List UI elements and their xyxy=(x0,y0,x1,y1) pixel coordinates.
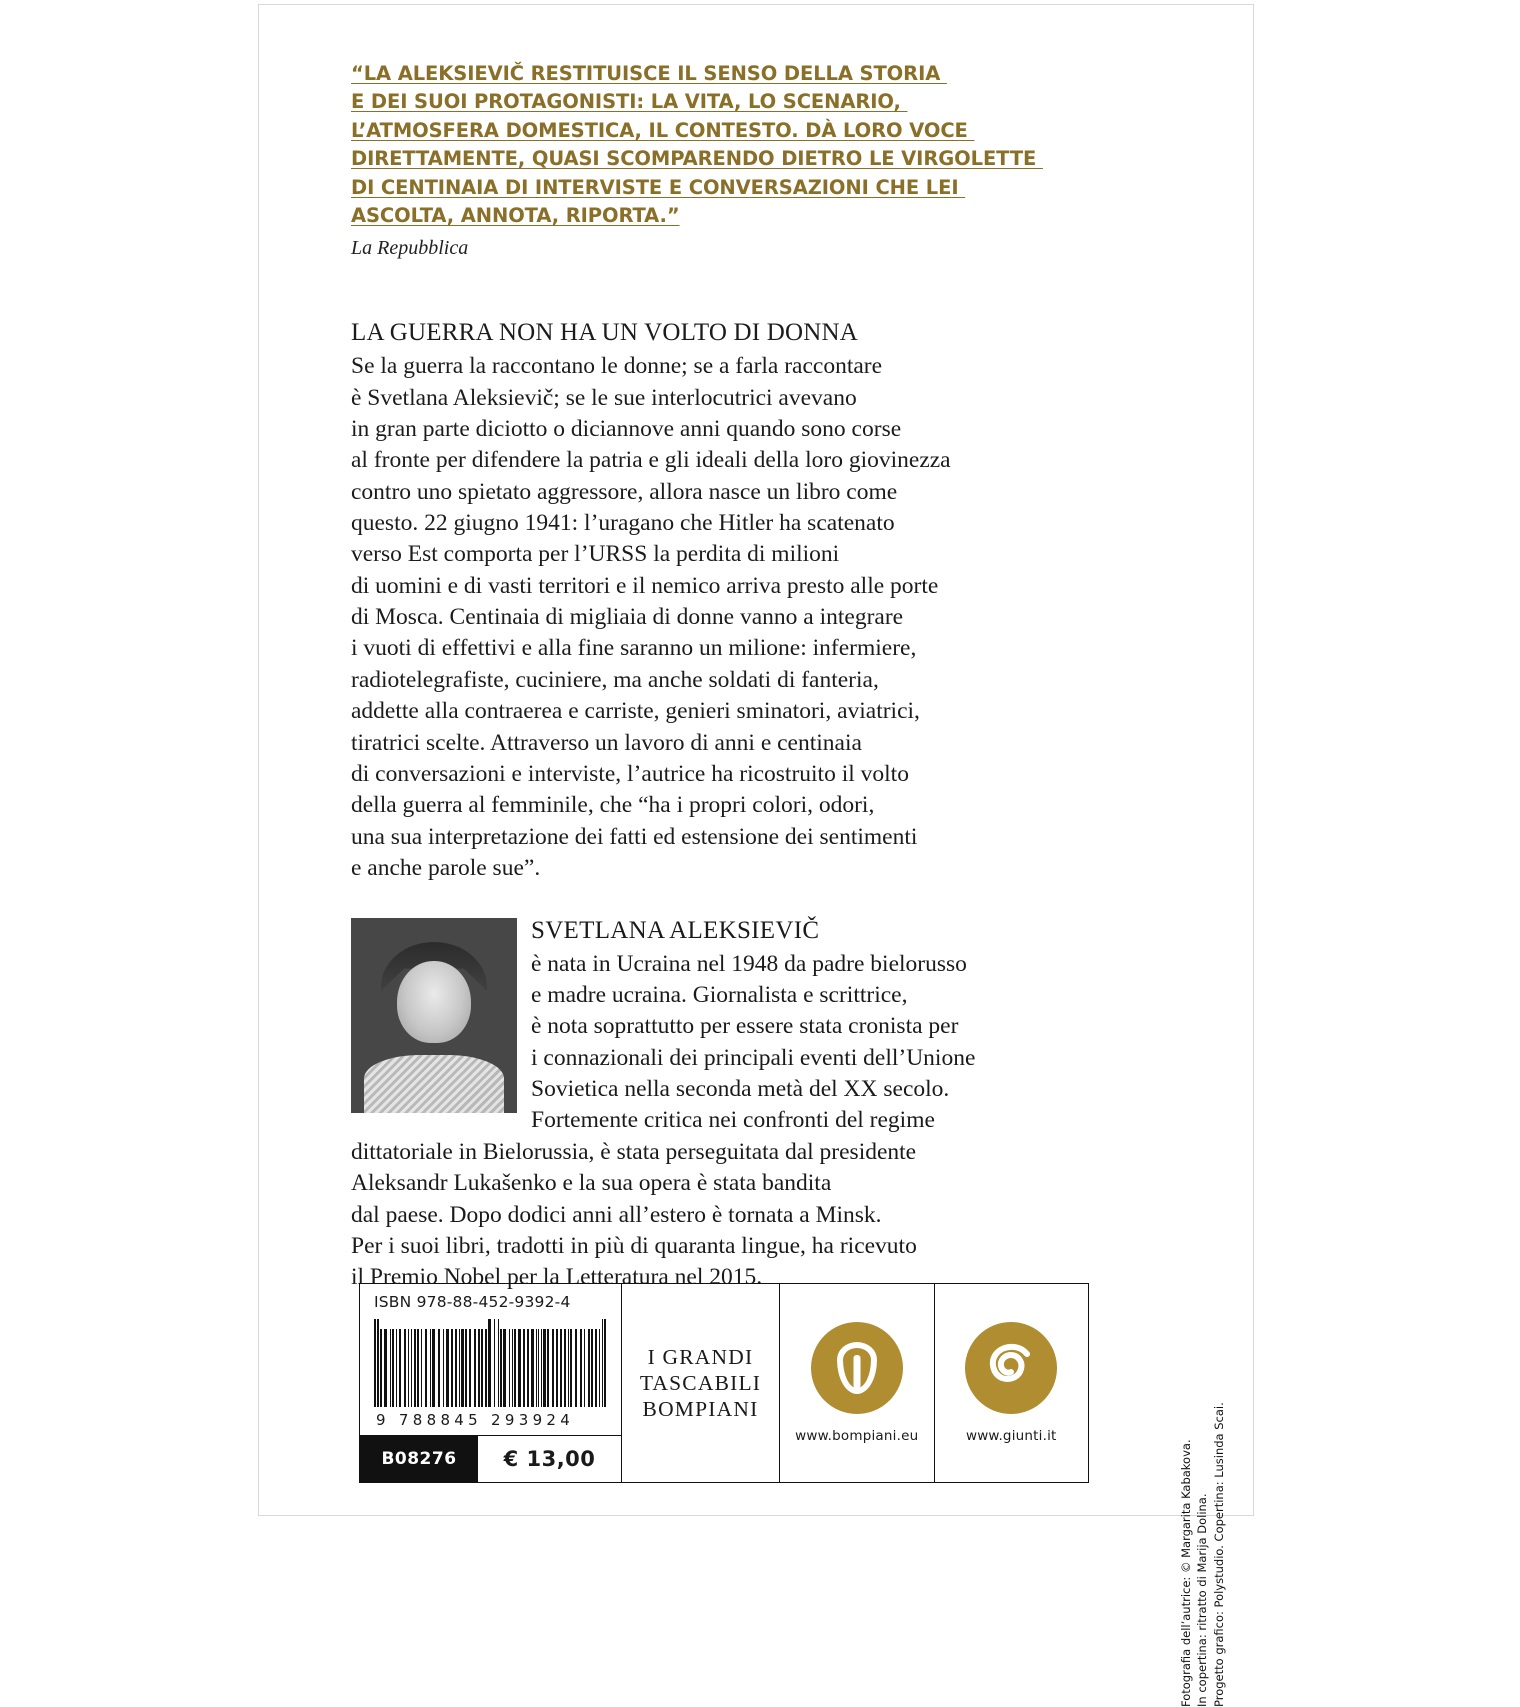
credit-line: Progetto grafico: Polystudio. Copertina: Lusinda Scai. xyxy=(1211,1402,1226,1707)
spiral-icon xyxy=(983,1340,1039,1396)
blurb-line: è Svetlana Aleksievič; se le sue interlocutrici avevano xyxy=(351,384,857,411)
bio-line: è nota soprattutto per essere stata cronista per xyxy=(531,1013,959,1040)
blurb-line: radiotelegrafiste, cuciniere, ma anche soldati di fanteria, xyxy=(351,666,879,693)
giunti-logo-block[interactable] xyxy=(935,1284,1089,1482)
quote-source: La Repubblica xyxy=(351,236,469,259)
imprint-line: I GRANDI xyxy=(647,1344,754,1369)
blurb-text xyxy=(351,351,1171,884)
credit-line: In copertina: ritratto di Marija Dolina. xyxy=(1195,1493,1210,1707)
price-row xyxy=(360,1435,621,1482)
bompiani-logo-block[interactable] xyxy=(780,1284,935,1482)
bio-line: il Premio Nobel per la Letteratura nel 2015. xyxy=(351,1264,763,1291)
book-blurb xyxy=(351,316,1171,884)
barcode xyxy=(360,1313,621,1411)
book-title: LA GUERRA NON HA UN VOLTO DI DONNA xyxy=(351,318,859,346)
bompiani-logo-icon xyxy=(811,1322,903,1414)
quote-line: ASCOLTA, ANNOTA, RIPORTA.” xyxy=(351,204,680,228)
bio-line: Fortemente critica nei confronti del regime xyxy=(531,1107,935,1134)
quote-line: DI CENTINAIA DI INTERVISTE E CONVERSAZIONI CHE LEI xyxy=(351,175,966,199)
cover-content xyxy=(351,60,1171,1294)
bio-line: Per i suoi libri, tradotti in più di quaranta lingue, ha ricevuto xyxy=(351,1232,917,1259)
bio-line: dittatoriale in Bielorussia, è stata perseguitata dal presidente xyxy=(351,1138,917,1165)
book-back-cover xyxy=(258,4,1254,1707)
blurb-line: verso Est comporta per l’URSS la perdita di milioni xyxy=(351,541,840,568)
imprint-name xyxy=(640,1344,761,1423)
author-photo xyxy=(351,918,517,1113)
blurb-line: di uomini e di vasti territori e il nemico arriva presto alle porte xyxy=(351,572,939,599)
quote-line: “LA ALEKSIEVIČ RESTITUISCE IL SENSO DELLA STORIA xyxy=(351,62,947,85)
photo-credits xyxy=(1178,1402,1227,1707)
blurb-line: i vuoti di effettivi e alla fine saranno un milione: infermiere, xyxy=(351,635,917,662)
price: € 13,00 xyxy=(503,1447,596,1471)
blurb-line: e anche parole sue”. xyxy=(351,854,541,881)
imprint-line: TASCABILI xyxy=(639,1370,762,1395)
credit-line: Fotografia dell’autrice: © Margarita Kabakova. xyxy=(1179,1439,1194,1707)
press-quote xyxy=(351,60,1171,231)
giunti-url[interactable]: www.giunti.it xyxy=(965,1428,1057,1444)
blurb-line: contro uno spietato aggressore, allora nasce un libro come xyxy=(351,478,898,505)
bio-line: dal paese. Dopo dodici anni all’estero è tornata a Minsk. xyxy=(351,1201,882,1228)
isbn-block xyxy=(360,1284,622,1482)
isbn-number: ISBN 978-88-452-9392-4 xyxy=(374,1293,571,1311)
bio-line: e madre ucraina. Giornalista e scrittrice, xyxy=(531,982,908,1009)
portrait-body xyxy=(364,1055,503,1114)
quote-line: DIRETTAMENTE, QUASI SCOMPARENDO DIETRO LE VIRGOLETTE xyxy=(351,147,1043,171)
author-name: SVETLANA ALEKSIEVIČ xyxy=(531,917,820,945)
bio-line: Aleksandr Lukašenko e la sua opera è stata bandita xyxy=(351,1170,832,1197)
bompiani-url[interactable]: www.bompiani.eu xyxy=(795,1428,919,1444)
blurb-line: tiratrici scelte. Attraverso un lavoro di anni e centinaia xyxy=(351,729,862,756)
blurb-line: in gran parte diciotto o diciannove anni quando sono corse xyxy=(351,415,902,442)
blurb-line: addette alla contraerea e carriste, genieri sminatori, aviatrici, xyxy=(351,698,920,725)
portrait-face xyxy=(397,961,470,1043)
product-code: B08276 xyxy=(360,1436,478,1482)
blurb-line: della guerra al femminile, che “ha i propri colori, odori, xyxy=(351,792,875,819)
blurb-line: di Mosca. Centinaia di migliaia di donne vanno a integrare xyxy=(351,604,904,631)
isbn-barcode-strip xyxy=(359,1283,1089,1483)
blurb-line: questo. 22 giugno 1941: l’uragano che Hitler ha scatenato xyxy=(351,509,895,536)
author-bio xyxy=(351,914,1171,1293)
bio-line: è nata in Ucraina nel 1948 da padre bielorusso xyxy=(531,950,967,977)
giunti-logo-icon xyxy=(965,1322,1057,1414)
blurb-line: al fronte per difendere la patria e gli ideali della loro giovinezza xyxy=(351,447,951,474)
blurb-line: di conversazioni e interviste, l’autrice ha ricostruito il volto xyxy=(351,760,909,787)
blurb-line: Se la guerra la raccontano le donne; se a farla raccontare xyxy=(351,353,883,380)
bio-line: Sovietica nella seconda metà del XX secolo. xyxy=(531,1076,950,1103)
imprint-line: BOMPIANI xyxy=(642,1397,759,1422)
blurb-line: una sua interpretazione dei fatti ed estensione dei sentimenti xyxy=(351,823,918,850)
barcode-digits: 9 788845 293924 xyxy=(376,1411,575,1429)
quote-line: L’ATMOSFERA DOMESTICA, IL CONTESTO. DÀ LORO VOCE xyxy=(351,118,975,142)
quote-line: E DEI SUOI PROTAGONISTI: LA VITA, LO SCENARIO, xyxy=(351,90,908,114)
bio-line: i connazionali dei principali eventi dell’Unione xyxy=(531,1044,976,1071)
imprint-block xyxy=(622,1284,780,1482)
